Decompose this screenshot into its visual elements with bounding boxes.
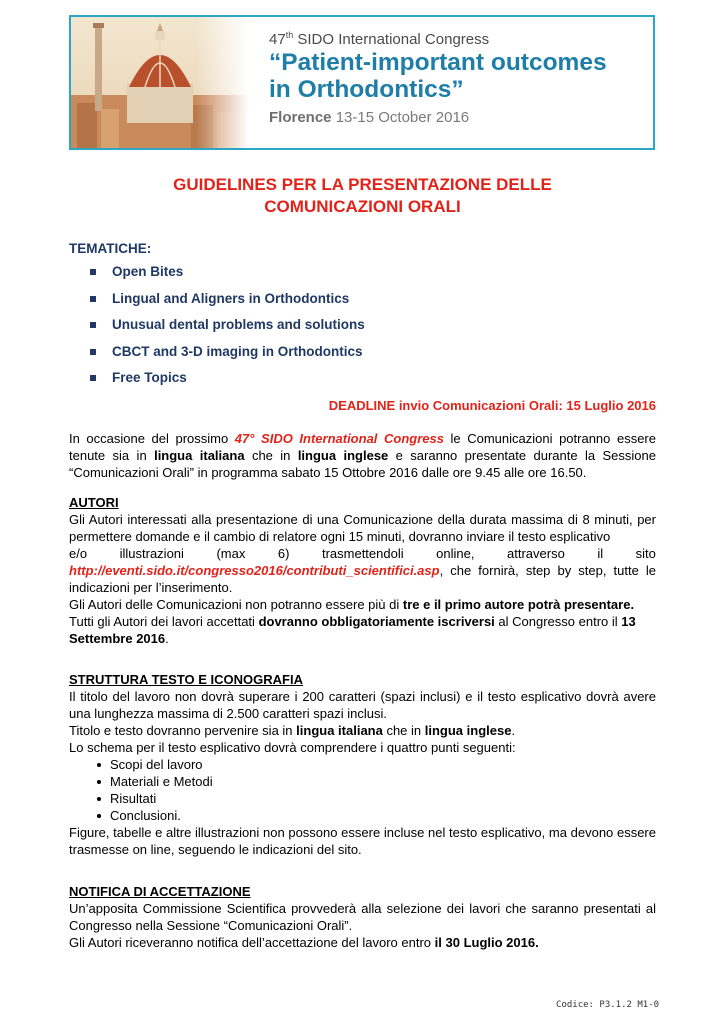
submission-link[interactable]: http://eventi.sido.it/congresso2016/contributi_scientifici.asp bbox=[69, 563, 440, 578]
congress-banner bbox=[69, 15, 655, 150]
square-bullet-icon bbox=[90, 269, 96, 275]
autori-sito-line bbox=[69, 545, 656, 562]
text-word: il bbox=[597, 546, 604, 561]
page-title-line2: COMUNICAZIONI ORALI bbox=[264, 197, 461, 216]
intro-text: In occasione del prossimo bbox=[69, 431, 235, 446]
square-bullet-icon bbox=[90, 349, 96, 355]
list-item bbox=[69, 773, 656, 790]
autori-paragraph: Gli Autori interessati alla presentazione di una Comunicazione della durata massima di 8 minuti, per permettere domande e il cambio di relatore ogni 15 minuti, dovranno inviare il testo esplicativo bbox=[69, 512, 656, 544]
list-item bbox=[90, 370, 365, 397]
bullet-dot-icon bbox=[97, 814, 101, 818]
list-item bbox=[90, 291, 365, 318]
bullet-dot-icon bbox=[97, 763, 101, 767]
banner-date bbox=[269, 109, 607, 126]
notifica-paragraph: Un’apposita Commissione Scientifica provvederà alla selezione dei lavori che saranno presentati al Congresso nella Sessione “Comunicazioni Orali”. bbox=[69, 901, 656, 933]
schema-point: Scopi del lavoro bbox=[110, 757, 203, 772]
notifica-text: Gli Autori riceveranno notifica dell’accettazione del lavoro entro bbox=[69, 935, 435, 950]
italian-language: lingua italiana bbox=[296, 723, 383, 738]
english-language: lingua inglese bbox=[424, 723, 512, 738]
english-language: lingua inglese bbox=[297, 448, 389, 463]
tematiche-heading: TEMATICHE: bbox=[69, 241, 152, 256]
text-word: sito bbox=[635, 546, 656, 561]
registration-deadline: 13 Settembre 2016 bbox=[69, 614, 636, 646]
text-word: e/o bbox=[69, 546, 88, 561]
autori-link-paragraph bbox=[69, 562, 656, 596]
notifica-date-paragraph bbox=[69, 934, 656, 951]
struttura-figures-paragraph: Figure, tabelle e altre illustrazioni non possono essere incluse nel testo esplicativo, ma devono essere trasmesse on line, seguendo le indicazioni del sito. bbox=[69, 825, 656, 857]
autori-text: Tutti gli Autori dei lavori accettati bbox=[69, 614, 259, 629]
intro-paragraph bbox=[69, 430, 656, 481]
struttura-heading: STRUTTURA TESTO E ICONOGRAFIA bbox=[69, 672, 303, 687]
intro-text: le Comunicazioni potranno essere tenute sia in bbox=[69, 431, 656, 463]
topic-label: Open Bites bbox=[112, 264, 184, 279]
list-item bbox=[90, 344, 365, 371]
autori-text: al Congresso entro il bbox=[494, 614, 622, 629]
list-item bbox=[90, 264, 365, 291]
florence-duomo-image bbox=[71, 17, 249, 148]
text-word: trasmettendoli bbox=[321, 546, 404, 561]
square-bullet-icon bbox=[90, 322, 96, 328]
autori-registration-paragraph bbox=[69, 613, 656, 647]
list-item bbox=[69, 756, 656, 773]
bullet-dot-icon bbox=[97, 780, 101, 784]
text-word: illustrazioni bbox=[119, 546, 184, 561]
schema-points-list bbox=[69, 756, 656, 824]
topic-label: CBCT and 3-D imaging in Orthodontics bbox=[112, 343, 363, 359]
schema-point: Conclusioni. bbox=[110, 808, 181, 823]
bullet-dot-icon bbox=[97, 797, 101, 801]
struttura-language-paragraph bbox=[69, 722, 656, 739]
topic-label: Free Topics bbox=[112, 370, 187, 386]
notifica-section bbox=[69, 883, 656, 951]
struttura-schema-paragraph: Lo schema per il testo esplicativo dovrà comprendere i quattro punti seguenti: bbox=[69, 740, 516, 755]
list-item bbox=[90, 317, 365, 344]
struttura-text: Titolo e testo dovranno pervenire sia in bbox=[69, 723, 297, 738]
deadline-notice: DEADLINE invio Comunicazioni Orali: 15 Luglio 2016 bbox=[328, 398, 656, 413]
notification-deadline: il 30 Luglio 2016. bbox=[434, 935, 539, 950]
autori-text: . bbox=[165, 631, 169, 646]
congress-number: 47 bbox=[269, 31, 286, 48]
text-word: 6) bbox=[277, 546, 290, 561]
intro-text: che in bbox=[244, 448, 298, 463]
congress-name: SIDO International Congress bbox=[293, 31, 490, 48]
banner-city: Florence bbox=[269, 109, 332, 126]
topic-label: Lingual and Aligners in Orthodontics bbox=[112, 290, 350, 306]
struttura-paragraph: Il titolo del lavoro non dovrà superare i 200 caratteri (spazi inclusi) e il testo esplicativo dovrà avere una lunghezza massima di 2.500 caratteri spazi inclusi. bbox=[69, 689, 656, 721]
schema-point: Risultati bbox=[110, 791, 157, 806]
registration-required-bold: dovranno obbligatoriamente iscriversi bbox=[258, 614, 495, 629]
tematiche-list bbox=[90, 264, 365, 397]
congress-name-highlight: 47° SIDO International Congress bbox=[234, 431, 444, 446]
square-bullet-icon bbox=[90, 375, 96, 381]
document-code: Codice: P3.1.2 M1-0 bbox=[556, 1000, 659, 1010]
banner-date-range: 13-15 October 2016 bbox=[331, 109, 470, 126]
autori-limit-bold: tre e il primo autore potrà presentare. bbox=[402, 597, 635, 612]
autori-section bbox=[69, 494, 656, 647]
autori-limit-paragraph bbox=[69, 596, 656, 613]
list-item bbox=[69, 790, 656, 807]
banner-text bbox=[269, 30, 607, 126]
autori-text: Gli Autori delle Comunicazioni non potranno essere più di bbox=[69, 597, 403, 612]
topic-label: Unusual dental problems and solutions bbox=[112, 317, 365, 333]
autori-heading: AUTORI bbox=[69, 495, 119, 510]
text-word: (max bbox=[216, 546, 246, 561]
intro-text: e saranno presentate durante la Sessione “Comunicazioni Orali” in programma sabato 15 Ottobre 2016 dalle ore 9.45 alle ore 16.50. bbox=[69, 448, 656, 480]
notifica-heading: NOTIFICA DI ACCETTAZIONE bbox=[69, 884, 251, 899]
struttura-text: . bbox=[511, 723, 516, 738]
congress-edition bbox=[269, 30, 607, 48]
text-word: attraverso bbox=[507, 546, 565, 561]
struttura-text: che in bbox=[382, 723, 425, 738]
page-title bbox=[69, 174, 656, 218]
square-bullet-icon bbox=[90, 296, 96, 302]
text-word: online, bbox=[436, 546, 475, 561]
banner-title-line2: in Orthodontics” bbox=[269, 76, 464, 103]
struttura-section bbox=[69, 671, 656, 858]
banner-title bbox=[269, 49, 607, 103]
list-item bbox=[69, 807, 656, 824]
banner-title-line1: “Patient-important outcomes bbox=[269, 49, 607, 76]
autori-text: , che fornirà, step by step, tutte le indicazioni per l’inserimento. bbox=[69, 563, 656, 595]
italian-language: lingua italiana bbox=[154, 448, 245, 463]
schema-point: Materiali e Metodi bbox=[110, 774, 213, 789]
page-title-line1: GUIDELINES PER LA PRESENTAZIONE DELLE bbox=[173, 175, 552, 194]
congress-ordinal: th bbox=[285, 30, 294, 40]
